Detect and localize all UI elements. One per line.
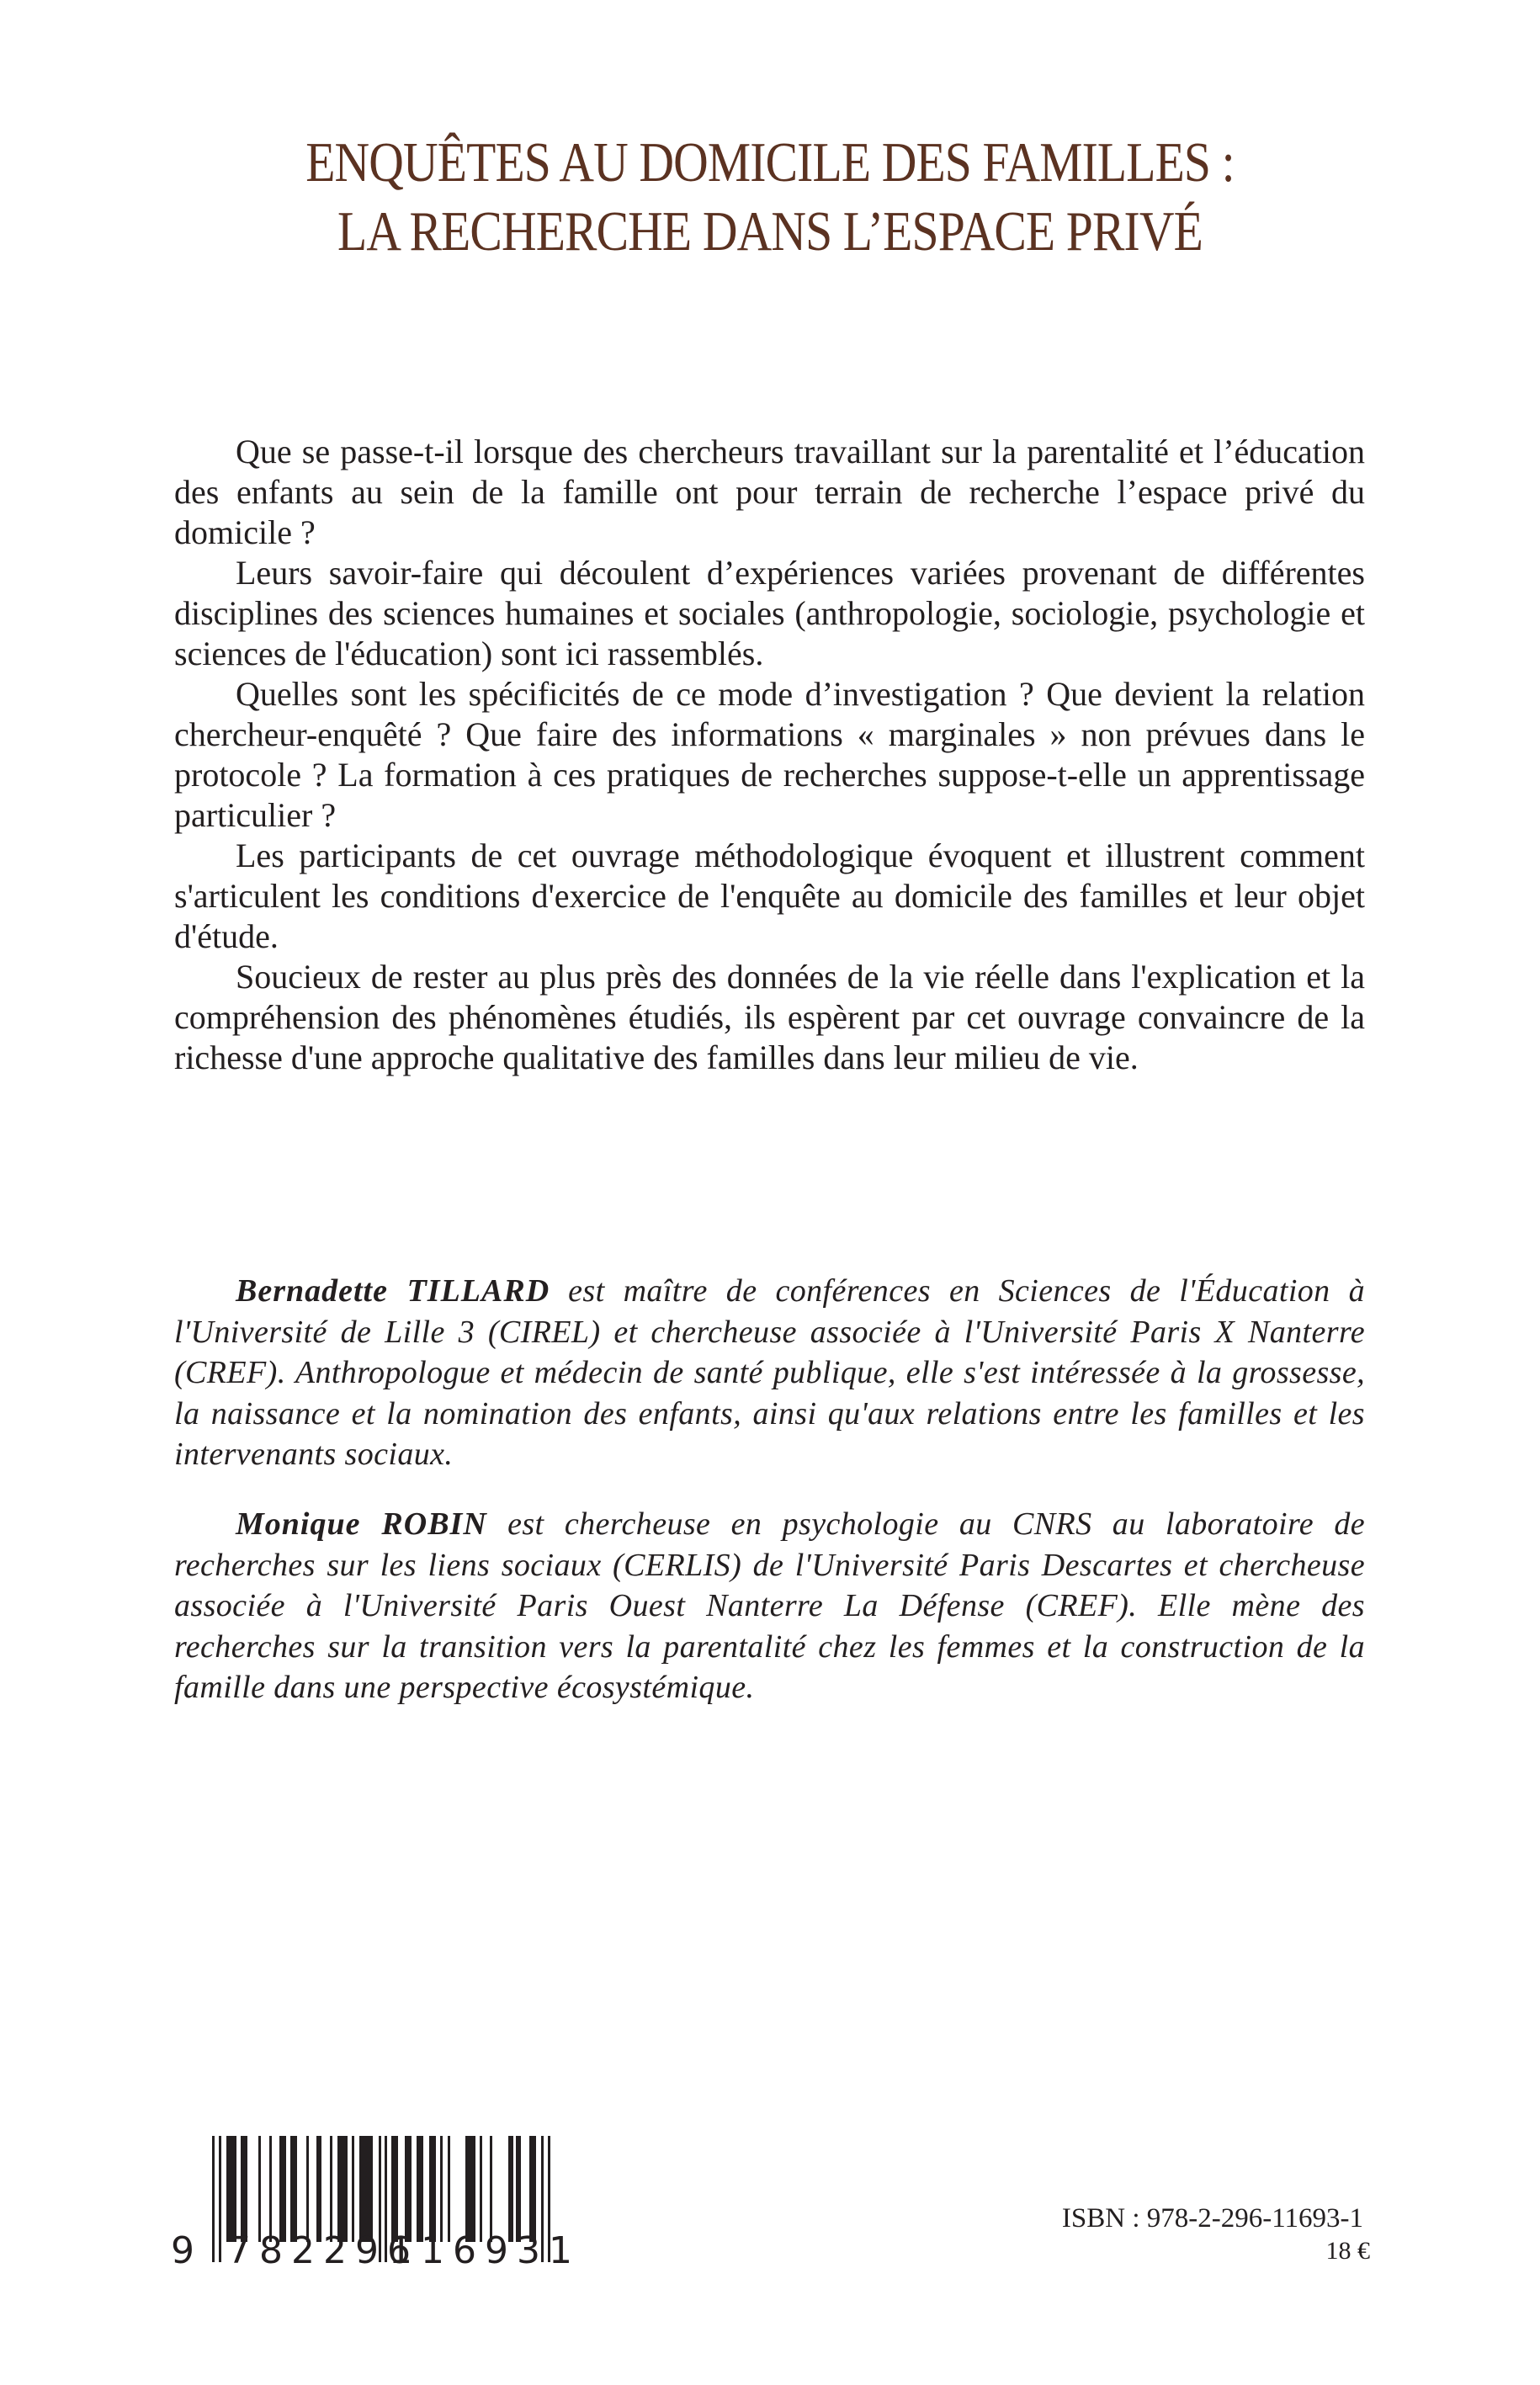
- author-bio-robin: [174, 1504, 1365, 1708]
- summary-paragraph: Quelles sont les spécificités de ce mode d’investigation ? Que devient la relation chercheur-enquêté ? Que faire des informations « marginales » non prévues dans le protocole ? La formation à ces pratiques de recherches suppose-t-elle un apprentissage particulier ?: [174, 675, 1365, 834]
- author-name: Bernadette TILLARD: [236, 1273, 550, 1309]
- book-title: [108, 128, 1432, 266]
- barcode-right-group: 116931: [389, 2229, 581, 2272]
- isbn-number: ISBN : 978-2-296-11693-1: [1061, 2203, 1363, 2234]
- summary-text: [174, 432, 1365, 1078]
- title-line-2: LA RECHERCHE DANS L’ESPACE PRIVÉ: [337, 200, 1203, 263]
- isbn-barcode: [168, 2134, 581, 2277]
- author-bio-tillard: [174, 1271, 1365, 1475]
- author-bio: est chercheuse en psychologie au CNRS au laboratoire de recherches sur les liens sociaux (CERLIS) de l'Université Paris Descartes et chercheuse associée à l'Université Paris Ouest Nanterre La Défense (CREF). Elle mène des recherches sur la transition vers la parentalité chez les femmes et la construction de la famille dans une perspective écosystémique.: [174, 1506, 1365, 1705]
- author-name: Monique ROBIN: [236, 1506, 487, 1542]
- summary-paragraph: Les participants de cet ouvrage méthodologique évoquent et illustrent comment s'articulent les conditions d'exercice de l'enquête au domicile des familles et leur objet d'étude.: [174, 837, 1365, 955]
- title-line-1: ENQUÊTES AU DOMICILE DES FAMILLES :: [305, 131, 1235, 194]
- summary-paragraph: Leurs savoir-faire qui découlent d’expériences variées provenant de différentes disciplines des sciences humaines et sociales (anthropologie, sociologie, psychologie et sciences de l'éducation) sont ici rassemblés.: [174, 554, 1365, 672]
- summary-paragraph: Soucieux de rester au plus près des données de la vie réelle dans l'explication et la compréhension des phénomènes étudiés, ils espèrent par cet ouvrage convaincre de la richesse d'une approche qualitative des familles dans leur milieu de vie.: [174, 958, 1365, 1076]
- author-bio: est maître de conférences en Sciences de l'Éducation à l'Université de Lille 3 (CIREL) et chercheuse associée à l'Université Paris X Nanterre (CREF). Anthropologue et médecin de santé publique, elle s'est intéressée à la grossesse, la naissance et la nomination des enfants, ainsi qu'aux relations entre les familles et les intervenants sociaux.: [174, 1273, 1365, 1472]
- barcode-first-digit: 9: [171, 2229, 203, 2272]
- summary-paragraph: Que se passe-t-il lorsque des chercheurs travaillant sur la parentalité et l’éducation des enfants au sein de la famille ont pour terrain de recherche l’espace privé du domicile ?: [174, 433, 1365, 551]
- barcode-left-group: 782296: [227, 2229, 419, 2272]
- price: 18 €: [1325, 2237, 1370, 2265]
